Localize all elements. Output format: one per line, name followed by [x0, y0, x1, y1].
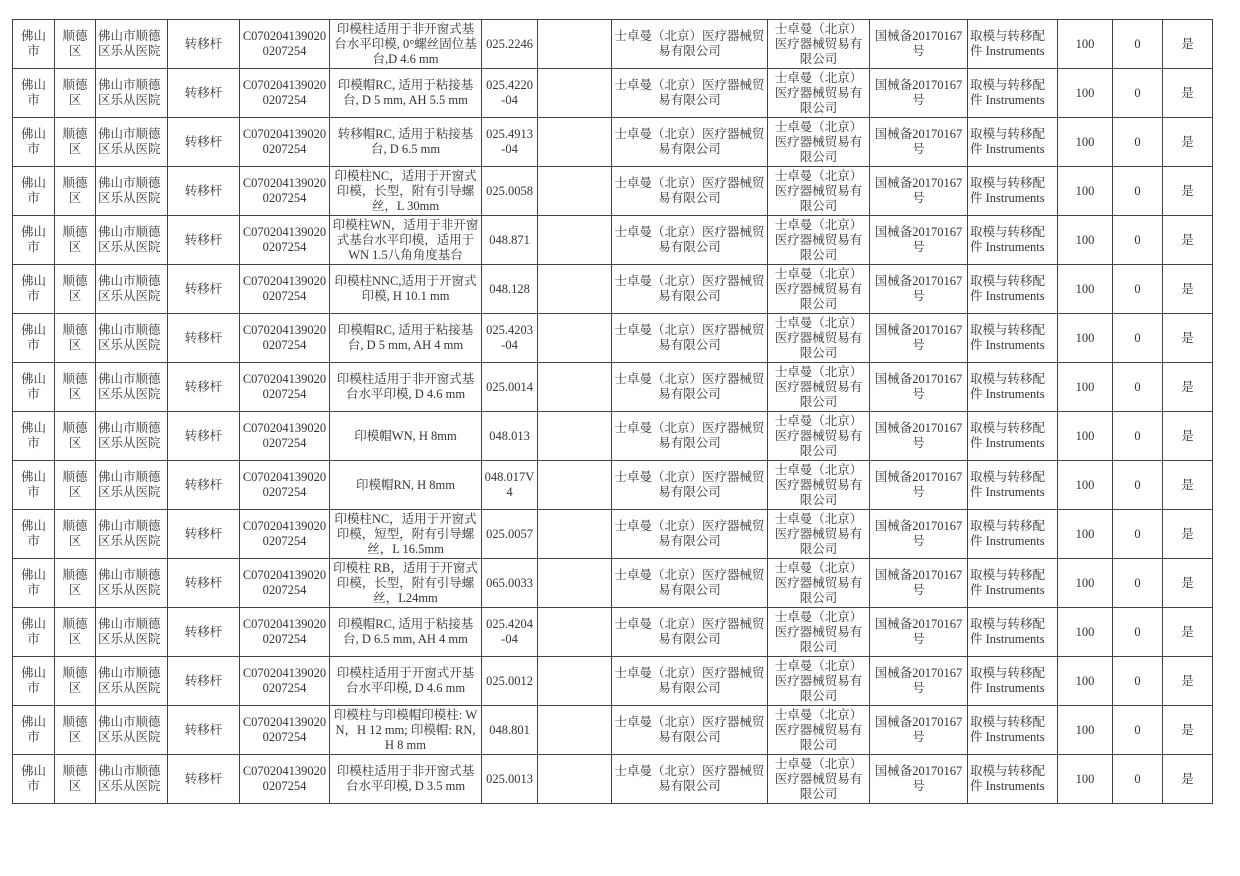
quantity-cell: 0: [1113, 461, 1163, 510]
registration-cell: 国械备20170167号: [870, 314, 968, 363]
category-cell: 取模与转移配件 Instruments: [968, 167, 1058, 216]
blank-cell: [538, 216, 612, 265]
hospital-cell: 佛山市顺德区乐从医院: [96, 461, 168, 510]
flag-cell: 是: [1163, 755, 1213, 804]
model-cell: 048.801: [482, 706, 538, 755]
flag-cell: 是: [1163, 706, 1213, 755]
price-cell: 100: [1058, 706, 1113, 755]
registration-cell: 国械备20170167号: [870, 510, 968, 559]
code-cell: C0702041390200207254: [240, 657, 330, 706]
quantity-cell: 0: [1113, 755, 1163, 804]
manufacturer-cell: 士卓曼（北京）医疗器械贸易有限公司: [612, 20, 768, 69]
hospital-cell: 佛山市顺德区乐从医院: [96, 706, 168, 755]
quantity-cell: 0: [1113, 608, 1163, 657]
description-cell: 印模柱与印模帽印模柱: WN，H 12 mm; 印模帽: RN, H 8 mm: [330, 706, 482, 755]
registration-cell: 国械备20170167号: [870, 706, 968, 755]
district-cell: 顺德区: [55, 755, 96, 804]
blank-cell: [538, 314, 612, 363]
hospital-cell: 佛山市顺德区乐从医院: [96, 363, 168, 412]
model-cell: 025.0013: [482, 755, 538, 804]
code-cell: C0702041390200207254: [240, 706, 330, 755]
quantity-cell: 0: [1113, 510, 1163, 559]
agent-cell: 士卓曼（北京）医疗器械贸易有限公司: [768, 20, 870, 69]
city-cell: 佛山市: [13, 510, 55, 559]
price-cell: 100: [1058, 20, 1113, 69]
agent-cell: 士卓曼（北京）医疗器械贸易有限公司: [768, 412, 870, 461]
hospital-cell: 佛山市顺德区乐从医院: [96, 412, 168, 461]
table-row: [13, 461, 1213, 510]
blank-cell: [538, 363, 612, 412]
product-name-cell: 转移杆: [168, 412, 240, 461]
manufacturer-cell: 士卓曼（北京）医疗器械贸易有限公司: [612, 363, 768, 412]
manufacturer-cell: 士卓曼（北京）医疗器械贸易有限公司: [612, 314, 768, 363]
product-name-cell: 转移杆: [168, 657, 240, 706]
price-cell: 100: [1058, 167, 1113, 216]
table-row: [13, 412, 1213, 461]
district-cell: 顺德区: [55, 363, 96, 412]
price-cell: 100: [1058, 755, 1113, 804]
table-row: [13, 314, 1213, 363]
product-name-cell: 转移杆: [168, 559, 240, 608]
code-cell: C0702041390200207254: [240, 20, 330, 69]
product-name-cell: 转移杆: [168, 265, 240, 314]
flag-cell: 是: [1163, 608, 1213, 657]
code-cell: C0702041390200207254: [240, 265, 330, 314]
category-cell: 取模与转移配件 Instruments: [968, 412, 1058, 461]
registration-cell: 国械备20170167号: [870, 216, 968, 265]
district-cell: 顺德区: [55, 314, 96, 363]
registration-cell: 国械备20170167号: [870, 167, 968, 216]
quantity-cell: 0: [1113, 167, 1163, 216]
flag-cell: 是: [1163, 559, 1213, 608]
product-name-cell: 转移杆: [168, 510, 240, 559]
flag-cell: 是: [1163, 363, 1213, 412]
city-cell: 佛山市: [13, 265, 55, 314]
table-row: [13, 755, 1213, 804]
product-name-cell: 转移杆: [168, 608, 240, 657]
flag-cell: 是: [1163, 412, 1213, 461]
category-cell: 取模与转移配件 Instruments: [968, 755, 1058, 804]
table-row: [13, 608, 1213, 657]
category-cell: 取模与转移配件 Instruments: [968, 216, 1058, 265]
description-cell: 印模柱NC，适用于开窗式印模，短型，附有引导螺丝，L 16.5mm: [330, 510, 482, 559]
city-cell: 佛山市: [13, 167, 55, 216]
city-cell: 佛山市: [13, 314, 55, 363]
hospital-cell: 佛山市顺德区乐从医院: [96, 755, 168, 804]
blank-cell: [538, 559, 612, 608]
city-cell: 佛山市: [13, 461, 55, 510]
model-cell: 025.4913-04: [482, 118, 538, 167]
product-name-cell: 转移杆: [168, 461, 240, 510]
registration-cell: 国械备20170167号: [870, 363, 968, 412]
manufacturer-cell: 士卓曼（北京）医疗器械贸易有限公司: [612, 265, 768, 314]
price-cell: 100: [1058, 216, 1113, 265]
price-cell: 100: [1058, 608, 1113, 657]
description-cell: 印模柱适用于非开窗式基台水平印模, D 4.6 mm: [330, 363, 482, 412]
product-name-cell: 转移杆: [168, 706, 240, 755]
registration-cell: 国械备20170167号: [870, 69, 968, 118]
code-cell: C0702041390200207254: [240, 755, 330, 804]
price-cell: 100: [1058, 265, 1113, 314]
price-cell: 100: [1058, 559, 1113, 608]
city-cell: 佛山市: [13, 559, 55, 608]
city-cell: 佛山市: [13, 755, 55, 804]
description-cell: 印模帽RC, 适用于粘接基台, D 5 mm, AH 4 mm: [330, 314, 482, 363]
price-cell: 100: [1058, 118, 1113, 167]
agent-cell: 士卓曼（北京）医疗器械贸易有限公司: [768, 608, 870, 657]
flag-cell: 是: [1163, 461, 1213, 510]
quantity-cell: 0: [1113, 265, 1163, 314]
product-name-cell: 转移杆: [168, 216, 240, 265]
city-cell: 佛山市: [13, 69, 55, 118]
blank-cell: [538, 510, 612, 559]
city-cell: 佛山市: [13, 363, 55, 412]
price-cell: 100: [1058, 657, 1113, 706]
category-cell: 取模与转移配件 Instruments: [968, 608, 1058, 657]
blank-cell: [538, 20, 612, 69]
agent-cell: 士卓曼（北京）医疗器械贸易有限公司: [768, 510, 870, 559]
district-cell: 顺德区: [55, 216, 96, 265]
model-cell: 025.0012: [482, 657, 538, 706]
agent-cell: 士卓曼（北京）医疗器械贸易有限公司: [768, 461, 870, 510]
table-row: [13, 265, 1213, 314]
description-cell: 印模帽WN, H 8mm: [330, 412, 482, 461]
price-cell: 100: [1058, 461, 1113, 510]
description-cell: 印模柱NNC,适用于开窗式印模, H 10.1 mm: [330, 265, 482, 314]
description-cell: 印模柱NC，适用于开窗式印模，长型，附有引导螺丝，L 30mm: [330, 167, 482, 216]
product-table: [12, 19, 1213, 804]
model-cell: 048.017V4: [482, 461, 538, 510]
description-cell: 印模柱WN，适用于非开窗式基台水平印模，适用于WN 1.5八角角度基台: [330, 216, 482, 265]
agent-cell: 士卓曼（北京）医疗器械贸易有限公司: [768, 265, 870, 314]
hospital-cell: 佛山市顺德区乐从医院: [96, 510, 168, 559]
category-cell: 取模与转移配件 Instruments: [968, 657, 1058, 706]
agent-cell: 士卓曼（北京）医疗器械贸易有限公司: [768, 216, 870, 265]
quantity-cell: 0: [1113, 216, 1163, 265]
table-row: [13, 118, 1213, 167]
district-cell: 顺德区: [55, 608, 96, 657]
table-body: [13, 20, 1213, 804]
blank-cell: [538, 706, 612, 755]
registration-cell: 国械备20170167号: [870, 657, 968, 706]
table-row: [13, 167, 1213, 216]
blank-cell: [538, 118, 612, 167]
table-row: [13, 20, 1213, 69]
quantity-cell: 0: [1113, 657, 1163, 706]
registration-cell: 国械备20170167号: [870, 412, 968, 461]
table-row: [13, 657, 1213, 706]
category-cell: 取模与转移配件 Instruments: [968, 461, 1058, 510]
manufacturer-cell: 士卓曼（北京）医疗器械贸易有限公司: [612, 608, 768, 657]
description-cell: 印模帽RN, H 8mm: [330, 461, 482, 510]
hospital-cell: 佛山市顺德区乐从医院: [96, 69, 168, 118]
product-name-cell: 转移杆: [168, 314, 240, 363]
code-cell: C0702041390200207254: [240, 461, 330, 510]
district-cell: 顺德区: [55, 706, 96, 755]
blank-cell: [538, 657, 612, 706]
flag-cell: 是: [1163, 657, 1213, 706]
district-cell: 顺德区: [55, 118, 96, 167]
flag-cell: 是: [1163, 69, 1213, 118]
blank-cell: [538, 608, 612, 657]
manufacturer-cell: 士卓曼（北京）医疗器械贸易有限公司: [612, 216, 768, 265]
district-cell: 顺德区: [55, 20, 96, 69]
category-cell: 取模与转移配件 Instruments: [968, 559, 1058, 608]
code-cell: C0702041390200207254: [240, 559, 330, 608]
manufacturer-cell: 士卓曼（北京）医疗器械贸易有限公司: [612, 118, 768, 167]
table-row: [13, 510, 1213, 559]
district-cell: 顺德区: [55, 657, 96, 706]
description-cell: 印模柱适用于开窗式开基台水平印模, D 4.6 mm: [330, 657, 482, 706]
quantity-cell: 0: [1113, 559, 1163, 608]
quantity-cell: 0: [1113, 118, 1163, 167]
city-cell: 佛山市: [13, 608, 55, 657]
quantity-cell: 0: [1113, 412, 1163, 461]
description-cell: 印模帽RC, 适用于粘接基台, D 6.5 mm, AH 4 mm: [330, 608, 482, 657]
description-cell: 印模柱适用于非开窗式基台水平印模, 0°螺丝固位基台,D 4.6 mm: [330, 20, 482, 69]
model-cell: 025.4204-04: [482, 608, 538, 657]
city-cell: 佛山市: [13, 20, 55, 69]
model-cell: 025.0058: [482, 167, 538, 216]
city-cell: 佛山市: [13, 216, 55, 265]
flag-cell: 是: [1163, 20, 1213, 69]
code-cell: C0702041390200207254: [240, 608, 330, 657]
blank-cell: [538, 69, 612, 118]
code-cell: C0702041390200207254: [240, 510, 330, 559]
category-cell: 取模与转移配件 Instruments: [968, 363, 1058, 412]
product-name-cell: 转移杆: [168, 69, 240, 118]
product-name-cell: 转移杆: [168, 755, 240, 804]
manufacturer-cell: 士卓曼（北京）医疗器械贸易有限公司: [612, 706, 768, 755]
hospital-cell: 佛山市顺德区乐从医院: [96, 20, 168, 69]
agent-cell: 士卓曼（北京）医疗器械贸易有限公司: [768, 118, 870, 167]
district-cell: 顺德区: [55, 69, 96, 118]
category-cell: 取模与转移配件 Instruments: [968, 314, 1058, 363]
hospital-cell: 佛山市顺德区乐从医院: [96, 118, 168, 167]
registration-cell: 国械备20170167号: [870, 608, 968, 657]
hospital-cell: 佛山市顺德区乐从医院: [96, 167, 168, 216]
manufacturer-cell: 士卓曼（北京）医疗器械贸易有限公司: [612, 461, 768, 510]
category-cell: 取模与转移配件 Instruments: [968, 510, 1058, 559]
product-name-cell: 转移杆: [168, 20, 240, 69]
registration-cell: 国械备20170167号: [870, 755, 968, 804]
category-cell: 取模与转移配件 Instruments: [968, 118, 1058, 167]
district-cell: 顺德区: [55, 265, 96, 314]
hospital-cell: 佛山市顺德区乐从医院: [96, 608, 168, 657]
city-cell: 佛山市: [13, 706, 55, 755]
city-cell: 佛山市: [13, 412, 55, 461]
registration-cell: 国械备20170167号: [870, 559, 968, 608]
price-cell: 100: [1058, 69, 1113, 118]
flag-cell: 是: [1163, 118, 1213, 167]
model-cell: 048.871: [482, 216, 538, 265]
code-cell: C0702041390200207254: [240, 412, 330, 461]
table-row: [13, 216, 1213, 265]
category-cell: 取模与转移配件 Instruments: [968, 20, 1058, 69]
blank-cell: [538, 167, 612, 216]
code-cell: C0702041390200207254: [240, 167, 330, 216]
code-cell: C0702041390200207254: [240, 363, 330, 412]
registration-cell: 国械备20170167号: [870, 20, 968, 69]
table-row: [13, 363, 1213, 412]
price-cell: 100: [1058, 363, 1113, 412]
code-cell: C0702041390200207254: [240, 314, 330, 363]
price-cell: 100: [1058, 510, 1113, 559]
model-cell: 048.013: [482, 412, 538, 461]
district-cell: 顺德区: [55, 412, 96, 461]
registration-cell: 国械备20170167号: [870, 461, 968, 510]
agent-cell: 士卓曼（北京）医疗器械贸易有限公司: [768, 706, 870, 755]
hospital-cell: 佛山市顺德区乐从医院: [96, 216, 168, 265]
flag-cell: 是: [1163, 216, 1213, 265]
description-cell: 印模柱适用于非开窗式基台水平印模, D 3.5 mm: [330, 755, 482, 804]
quantity-cell: 0: [1113, 314, 1163, 363]
model-cell: 025.0014: [482, 363, 538, 412]
table-row: [13, 559, 1213, 608]
table-row: [13, 706, 1213, 755]
city-cell: 佛山市: [13, 657, 55, 706]
code-cell: C0702041390200207254: [240, 118, 330, 167]
city-cell: 佛山市: [13, 118, 55, 167]
blank-cell: [538, 412, 612, 461]
price-cell: 100: [1058, 412, 1113, 461]
agent-cell: 士卓曼（北京）医疗器械贸易有限公司: [768, 363, 870, 412]
description-cell: 转移帽RC, 适用于粘接基台, D 6.5 mm: [330, 118, 482, 167]
manufacturer-cell: 士卓曼（北京）医疗器械贸易有限公司: [612, 657, 768, 706]
model-cell: 025.0057: [482, 510, 538, 559]
district-cell: 顺德区: [55, 510, 96, 559]
product-name-cell: 转移杆: [168, 118, 240, 167]
model-cell: 025.4220-04: [482, 69, 538, 118]
manufacturer-cell: 士卓曼（北京）医疗器械贸易有限公司: [612, 69, 768, 118]
blank-cell: [538, 265, 612, 314]
blank-cell: [538, 461, 612, 510]
product-name-cell: 转移杆: [168, 363, 240, 412]
manufacturer-cell: 士卓曼（北京）医疗器械贸易有限公司: [612, 559, 768, 608]
model-cell: 025.4203-04: [482, 314, 538, 363]
agent-cell: 士卓曼（北京）医疗器械贸易有限公司: [768, 657, 870, 706]
hospital-cell: 佛山市顺德区乐从医院: [96, 657, 168, 706]
price-cell: 100: [1058, 314, 1113, 363]
category-cell: 取模与转移配件 Instruments: [968, 69, 1058, 118]
table-row: [13, 69, 1213, 118]
blank-cell: [538, 755, 612, 804]
district-cell: 顺德区: [55, 559, 96, 608]
manufacturer-cell: 士卓曼（北京）医疗器械贸易有限公司: [612, 510, 768, 559]
description-cell: 印模帽RC, 适用于粘接基台, D 5 mm, AH 5.5 mm: [330, 69, 482, 118]
quantity-cell: 0: [1113, 706, 1163, 755]
agent-cell: 士卓曼（北京）医疗器械贸易有限公司: [768, 314, 870, 363]
flag-cell: 是: [1163, 265, 1213, 314]
code-cell: C0702041390200207254: [240, 69, 330, 118]
category-cell: 取模与转移配件 Instruments: [968, 265, 1058, 314]
quantity-cell: 0: [1113, 363, 1163, 412]
manufacturer-cell: 士卓曼（北京）医疗器械贸易有限公司: [612, 755, 768, 804]
flag-cell: 是: [1163, 167, 1213, 216]
model-cell: 025.2246: [482, 20, 538, 69]
hospital-cell: 佛山市顺德区乐从医院: [96, 265, 168, 314]
hospital-cell: 佛山市顺德区乐从医院: [96, 314, 168, 363]
agent-cell: 士卓曼（北京）医疗器械贸易有限公司: [768, 69, 870, 118]
agent-cell: 士卓曼（北京）医疗器械贸易有限公司: [768, 167, 870, 216]
registration-cell: 国械备20170167号: [870, 265, 968, 314]
registration-cell: 国械备20170167号: [870, 118, 968, 167]
district-cell: 顺德区: [55, 461, 96, 510]
district-cell: 顺德区: [55, 167, 96, 216]
flag-cell: 是: [1163, 314, 1213, 363]
manufacturer-cell: 士卓曼（北京）医疗器械贸易有限公司: [612, 167, 768, 216]
flag-cell: 是: [1163, 510, 1213, 559]
hospital-cell: 佛山市顺德区乐从医院: [96, 559, 168, 608]
agent-cell: 士卓曼（北京）医疗器械贸易有限公司: [768, 755, 870, 804]
model-cell: 048.128: [482, 265, 538, 314]
manufacturer-cell: 士卓曼（北京）医疗器械贸易有限公司: [612, 412, 768, 461]
product-name-cell: 转移杆: [168, 167, 240, 216]
model-cell: 065.0033: [482, 559, 538, 608]
description-cell: 印模柱 RB，适用于开窗式印模，长型，附有引导螺丝，L24mm: [330, 559, 482, 608]
code-cell: C0702041390200207254: [240, 216, 330, 265]
quantity-cell: 0: [1113, 20, 1163, 69]
quantity-cell: 0: [1113, 69, 1163, 118]
agent-cell: 士卓曼（北京）医疗器械贸易有限公司: [768, 559, 870, 608]
category-cell: 取模与转移配件 Instruments: [968, 706, 1058, 755]
